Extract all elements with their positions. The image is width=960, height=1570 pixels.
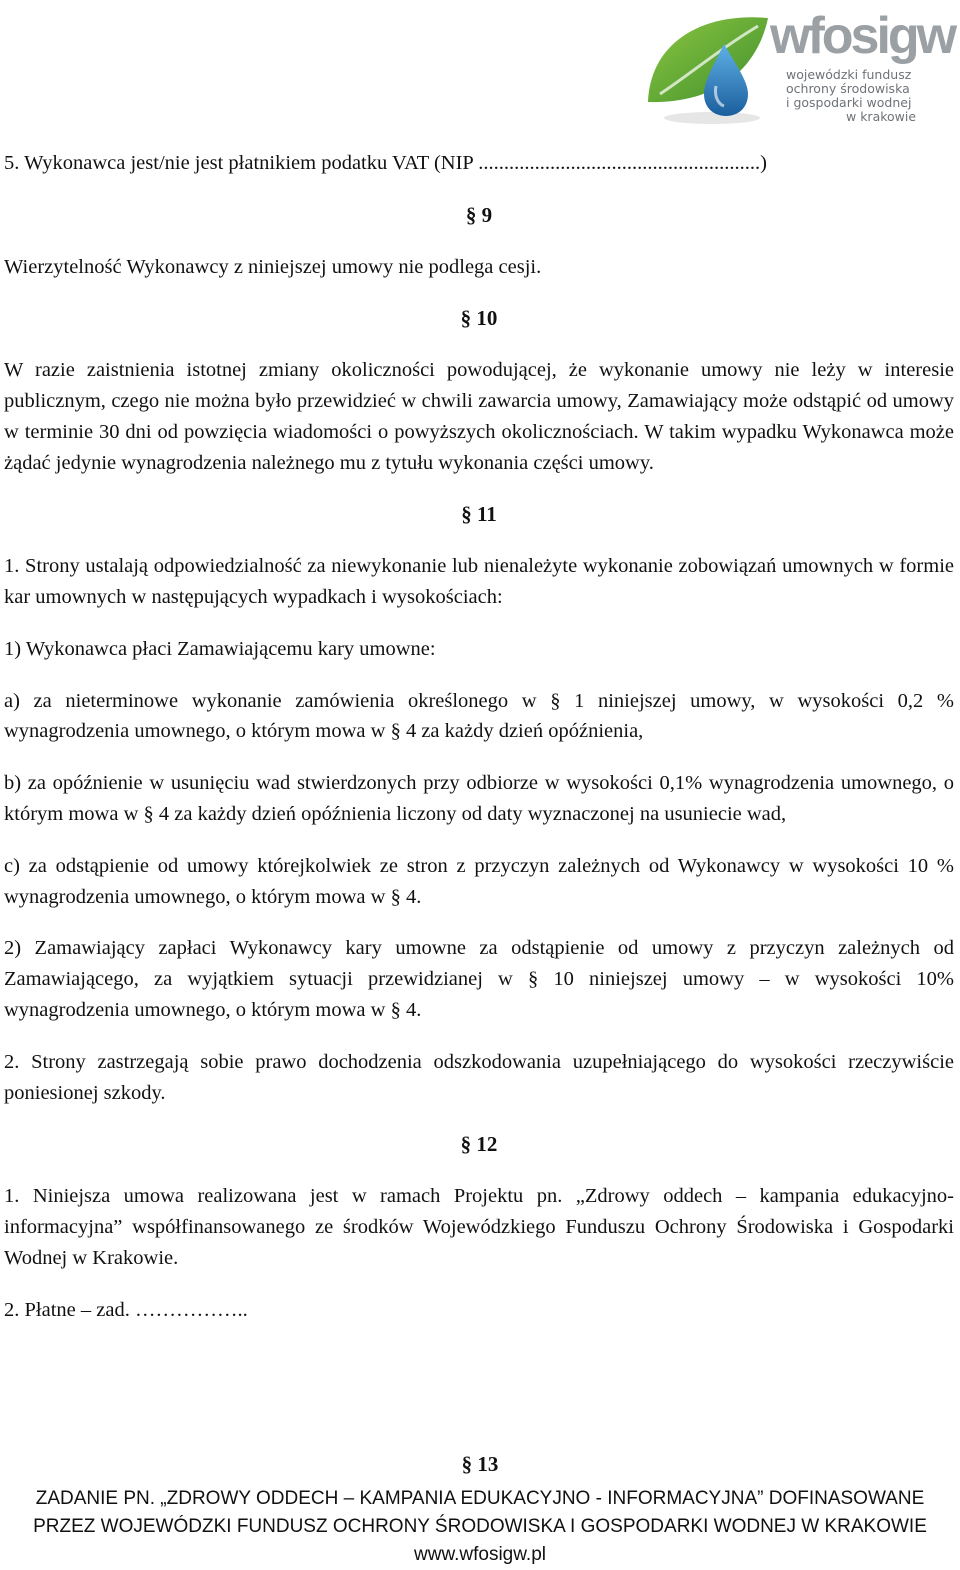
logo-wordmark: wfosigw: [770, 7, 955, 65]
footer-url: www.wfosigw.pl: [414, 1544, 546, 1565]
paragraph-11-1-1: 1) Wykonawca płaci Zamawiającemu kary umowne:: [4, 637, 436, 660]
logo-line: ochrony środowiska: [786, 81, 910, 96]
leaf-drop-icon: [640, 4, 780, 126]
footer-line: ZADANIE PN. „ZDROWY ODDECH – KAMPANIA EDUKACYJNO - INFORMACYJNA” DOFINASOWANE: [35, 1488, 925, 1509]
footer-line: PRZEZ WOJEWÓDZKI FUNDUSZ OCHRONY ŚRODOWISKA I GOSPODARKI WODNEJ W KRAKOWIE: [33, 1516, 927, 1537]
paragraph-11-a: a) za nieterminowe wykonanie zamówienia określonego w § 1 niniejszej umowy, w wysokości 0,2 % wynagrodzenia umownego, o którym mowa w § 4 za każdy dzień opóźnienia,: [4, 689, 954, 743]
paragraph-11-1: 1. Strony ustalają odpowiedzialność za niewykonanie lub nienależyte wykonanie zobowiązań umownych w formie kar umownych w następujących wypadkach i wysokościach:: [4, 555, 954, 608]
logo-line: wojewódzki fundusz: [786, 67, 912, 82]
section-heading-13: § 13: [461, 1452, 499, 1476]
paragraph-11-c: c) za odstąpienie od umowy którejkolwiek ze stron z przyczyn zależnych od Wykonawcy w wysokości 10 % wynagrodzenia umownego, o którym mowa w § 4.: [4, 854, 954, 908]
page-footer: [0, 1485, 960, 1569]
paragraph-11-b: b) za opóźnienie w usunięciu wad stwierdzonych przy odbiorze w wysokości 0,1% wynagrodzenia umownego, o którym mowa w § 4 za każdy dzień opóźnienia liczony od daty wyznaczonej na usuniecie wad,: [4, 772, 954, 825]
section-heading-10: § 10: [460, 306, 498, 331]
paragraph-cesja: Wierzytelność Wykonawcy z niniejszej umowy nie podlega cesji.: [4, 255, 542, 278]
paragraph-12-1: 1. Niniejsza umowa realizowana jest w ramach Projektu pn. „Zdrowy oddech – kampania edukacyjno-informacyjna” współfinansowanego ze środków Wojewódzkiego Funduszu Ochrony Środowiska i Gospodarki Wodnej w Krakowie.: [4, 1185, 954, 1269]
paragraph-vat: 5. Wykonawca jest/nie jest płatnikiem podatku VAT (NIP .......................................................): [4, 152, 767, 174]
section-heading-12: § 12: [460, 1132, 498, 1157]
section-heading-9: § 9: [465, 202, 493, 227]
document-body: [4, 148, 954, 1325]
paragraph-11-2: 2) Zamawiający zapłaci Wykonawcy kary umowne za odstąpienie od umowy z przyczyn zależnych od Zamawiającego, za wyjątkiem sytuacji przewidzianej w § 10 niniejszej umowy – w wysokości 10% wynagrodzenia umownego, o którym mowa w § 4.: [4, 937, 954, 1021]
section-heading-11: § 11: [461, 502, 497, 527]
logo-line: i gospodarki wodnej: [786, 95, 912, 110]
paragraph-10: W razie zaistnienia istotnej zmiany okoliczności powodującej, że wykonanie umowy nie leży w interesie publicznym, czego nie można było przewidzieć w chwili zawarcia umowy, Zamawiający może odstąpić od umowy w terminie 30 dni od powzięcia wiadomości o powyższych okolicznościach. W takim wypadku Wykonawca może żądać jedynie wynagrodzenia należnego mu z tytułu wykonania części umowy.: [4, 359, 954, 474]
wfosigw-logo: [640, 4, 955, 126]
paragraph-11-3: 2. Strony zastrzegają sobie prawo dochodzenia odszkodowania uzupełniającego do wysokości rzeczywiście poniesionej szkody.: [4, 1050, 954, 1104]
logo-line: w krakowie: [846, 109, 917, 124]
paragraph-12-2: 2. Płatne – zad. ……………..: [4, 1298, 248, 1321]
